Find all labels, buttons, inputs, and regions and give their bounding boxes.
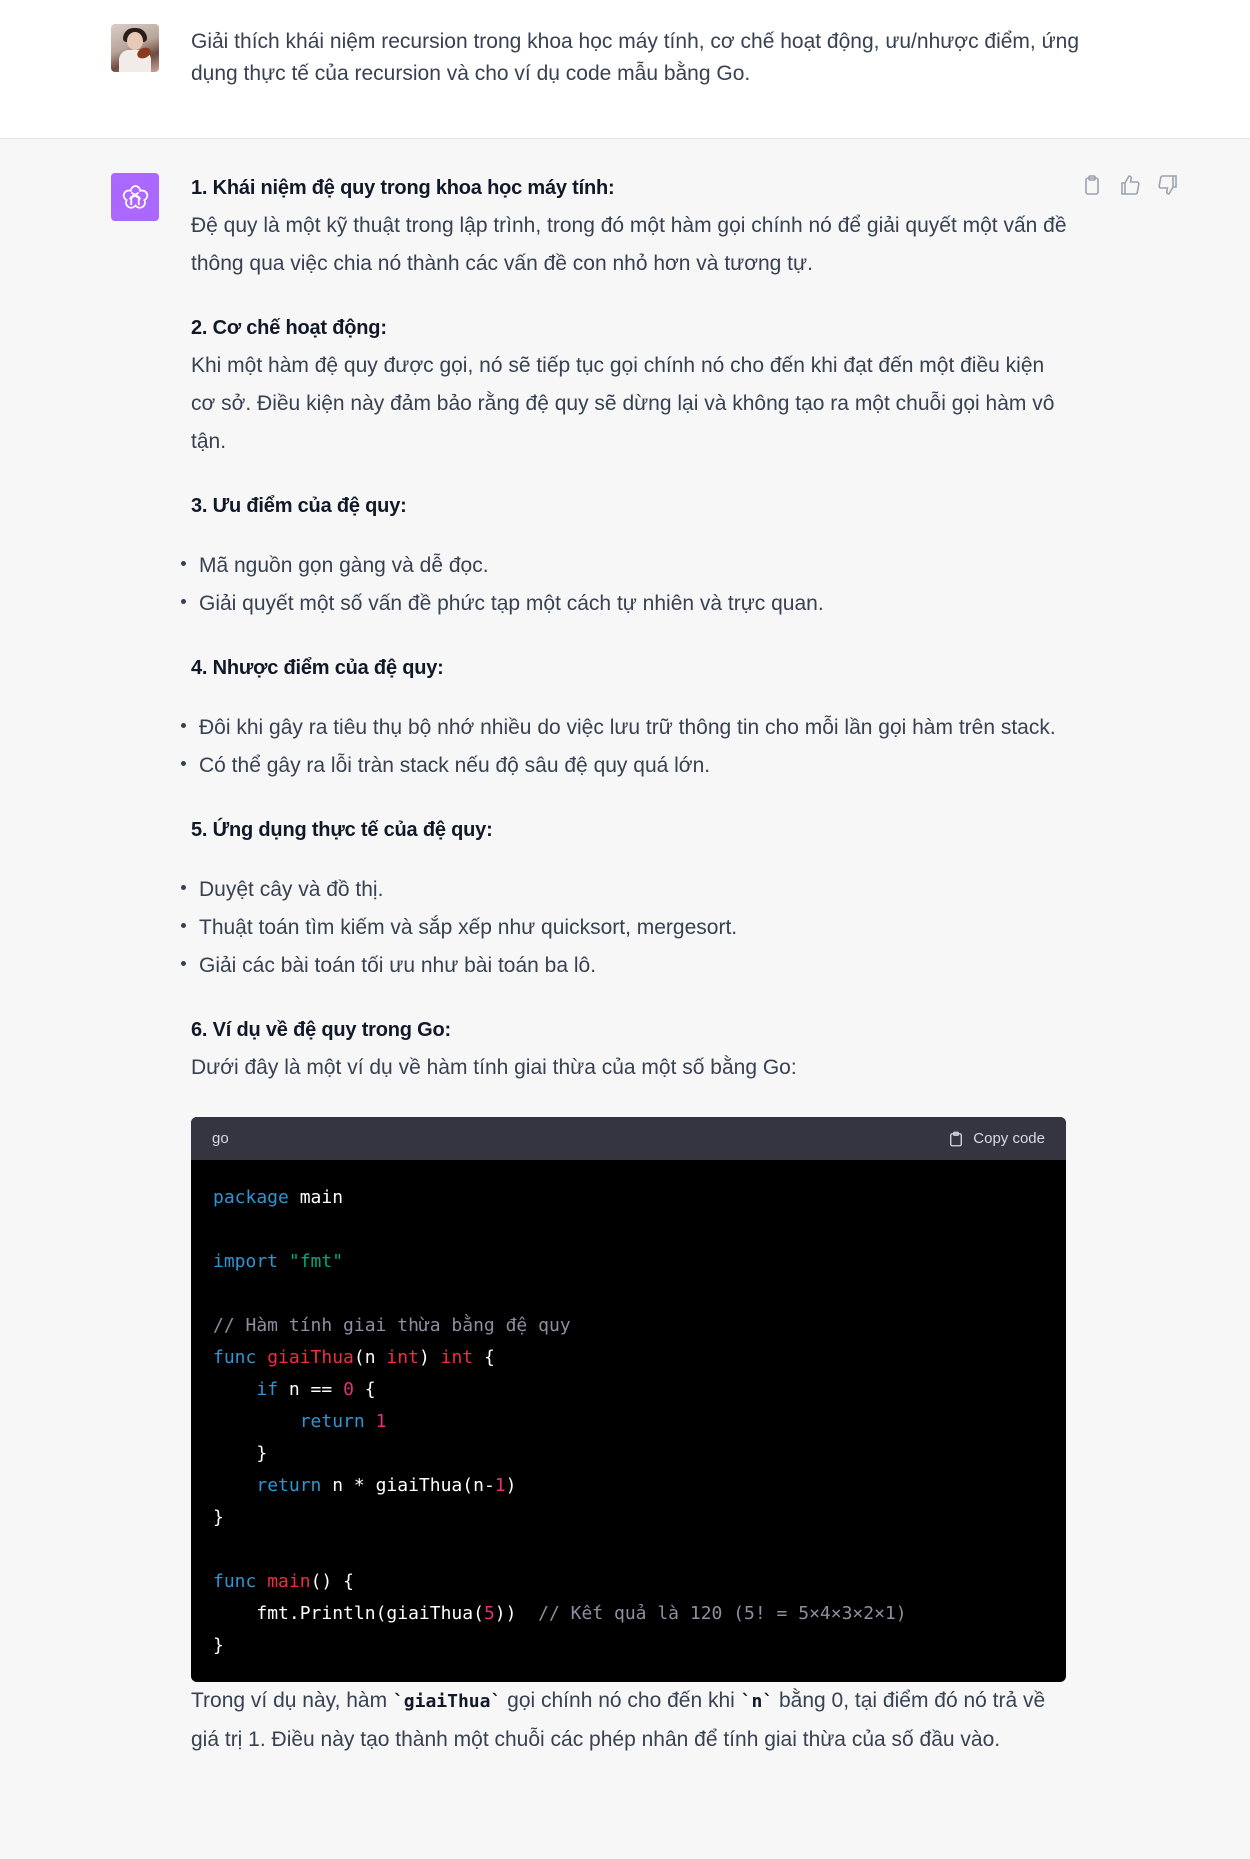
list-item: Thuật toán tìm kiếm và sắp xếp như quicksort, mergesort. [191, 909, 1071, 947]
code-token: if [256, 1379, 279, 1400]
code-token: giaiThua [267, 1347, 354, 1368]
list-item: Mã nguồn gọn gàng và dễ đọc. [191, 547, 1071, 585]
code-block [191, 1117, 1066, 1682]
user-avatar [111, 24, 159, 72]
section-heading: 2. Cơ chế hoạt động: [191, 317, 387, 339]
user-message-text: Giải thích khái niệm recursion trong khoa học máy tính, cơ chế hoạt động, ưu/nhược điểm, ứng dụng thực tế của recursion và cho ví dụ code mẫu bằng Go. [191, 30, 1080, 85]
code-token: (n [353, 1347, 387, 1368]
section-heading: 4. Nhược điểm của đệ quy: [191, 657, 444, 679]
code-token: // Kết quả là 120 (5! = 5×4×3×2×1) [538, 1603, 907, 1624]
section-heading: 5. Ứng dụng thực tế của đệ quy: [191, 819, 493, 841]
code-token: { [353, 1379, 376, 1400]
code-token: return [256, 1475, 322, 1496]
code-token: ) [418, 1347, 441, 1368]
list-item: Giải quyết một số vấn đề phức tạp một cách tự nhiên và trực quan. [191, 585, 1071, 623]
bullet-list [191, 871, 1071, 985]
code-token: package [213, 1187, 289, 1208]
code-header [191, 1117, 1066, 1160]
list-item: Giải các bài toán tối ưu như bài toán ba lô. [191, 947, 1071, 985]
code-token: int [440, 1347, 474, 1368]
section-heading: 1. Khái niệm đệ quy trong khoa học máy tính: [191, 177, 615, 199]
openai-logo-icon [111, 173, 159, 221]
section-heading: 6. Ví dụ về đệ quy trong Go: [191, 1019, 451, 1041]
code-token: 0 [343, 1379, 354, 1400]
inline-code: `n` [740, 1691, 774, 1712]
code-token: n * giaiThua(n- [321, 1475, 495, 1496]
code-token: 1 [375, 1411, 387, 1432]
code-token: () { [310, 1571, 354, 1592]
code-token: return [299, 1411, 365, 1432]
list-item: Có thể gây ra lỗi tràn stack nếu độ sâu đệ quy quá lớn. [191, 747, 1071, 785]
code-language-label: go [212, 1130, 229, 1147]
code-token: n == [278, 1379, 344, 1400]
paragraph: Đệ quy là một kỹ thuật trong lập trình, trong đó một hàm gọi chính nó để giải quyết một vấn đề thông qua việc chia nó thành các vấn đề con nhỏ hơn và tương tự. [191, 214, 1067, 275]
user-message [0, 0, 1250, 139]
code-token: import [213, 1251, 279, 1272]
inline-code: `giaiThua` [392, 1691, 502, 1712]
code-token: 5 [483, 1603, 495, 1624]
assistant-message-content [191, 169, 1071, 1759]
list-item: Duyệt cây và đồ thị. [191, 871, 1071, 909]
thumbs-down-icon[interactable] [1156, 173, 1180, 197]
code-token: )) [494, 1603, 539, 1624]
code-token: } [256, 1443, 268, 1464]
clipboard-icon [947, 1130, 965, 1148]
code-token: main [288, 1187, 344, 1208]
code-token: ) [505, 1475, 517, 1496]
code-token: int [386, 1347, 419, 1368]
code-token: } [213, 1507, 224, 1528]
code-token: func [213, 1571, 257, 1592]
paragraph: Khi một hàm đệ quy được gọi, nó sẽ tiếp tục gọi chính nó cho đến khi đạt đến một điều kiện cơ sở. Điều kiện này đảm bảo rằng đệ quy sẽ dừng lại và không tạo ra một chuỗi gọi hàm vô tận. [191, 354, 1055, 453]
code-token: "fmt" [288, 1251, 344, 1272]
paragraph: Trong ví dụ này, hàm `giaiThua` gọi chính nó cho đến khi `n` bằng 0, tại điểm đó nó trả về giá trị 1. Điều này tạo thành một chuỗi các phép nhân để tính giai thừa của số đầu vào. [191, 1689, 1046, 1751]
copy-message-icon[interactable] [1080, 173, 1104, 197]
bullet-list [191, 547, 1071, 623]
message-actions [1080, 173, 1180, 197]
code-token: fmt.Println(giaiThua( [256, 1603, 484, 1624]
code-token: main [267, 1571, 311, 1592]
thumbs-up-icon[interactable] [1118, 173, 1142, 197]
copy-code-label: Copy code [973, 1130, 1045, 1147]
code-token: 1 [494, 1475, 506, 1496]
section-heading: 3. Ưu điểm của đệ quy: [191, 495, 407, 517]
code-token: } [213, 1635, 224, 1656]
list-item: Đôi khi gây ra tiêu thụ bộ nhớ nhiều do việc lưu trữ thông tin cho mỗi lần gọi hàm trên stack. [191, 709, 1071, 747]
paragraph: Dưới đây là một ví dụ về hàm tính giai thừa của một số bằng Go: [191, 1056, 797, 1079]
bullet-list [191, 709, 1071, 785]
copy-code-button[interactable] [947, 1130, 1045, 1148]
assistant-message [0, 139, 1250, 1859]
code-content [191, 1160, 1066, 1682]
code-token: { [473, 1347, 495, 1368]
code-token: func [213, 1347, 257, 1368]
code-token: // Hàm tính giai thừa bằng đệ quy [213, 1315, 571, 1336]
